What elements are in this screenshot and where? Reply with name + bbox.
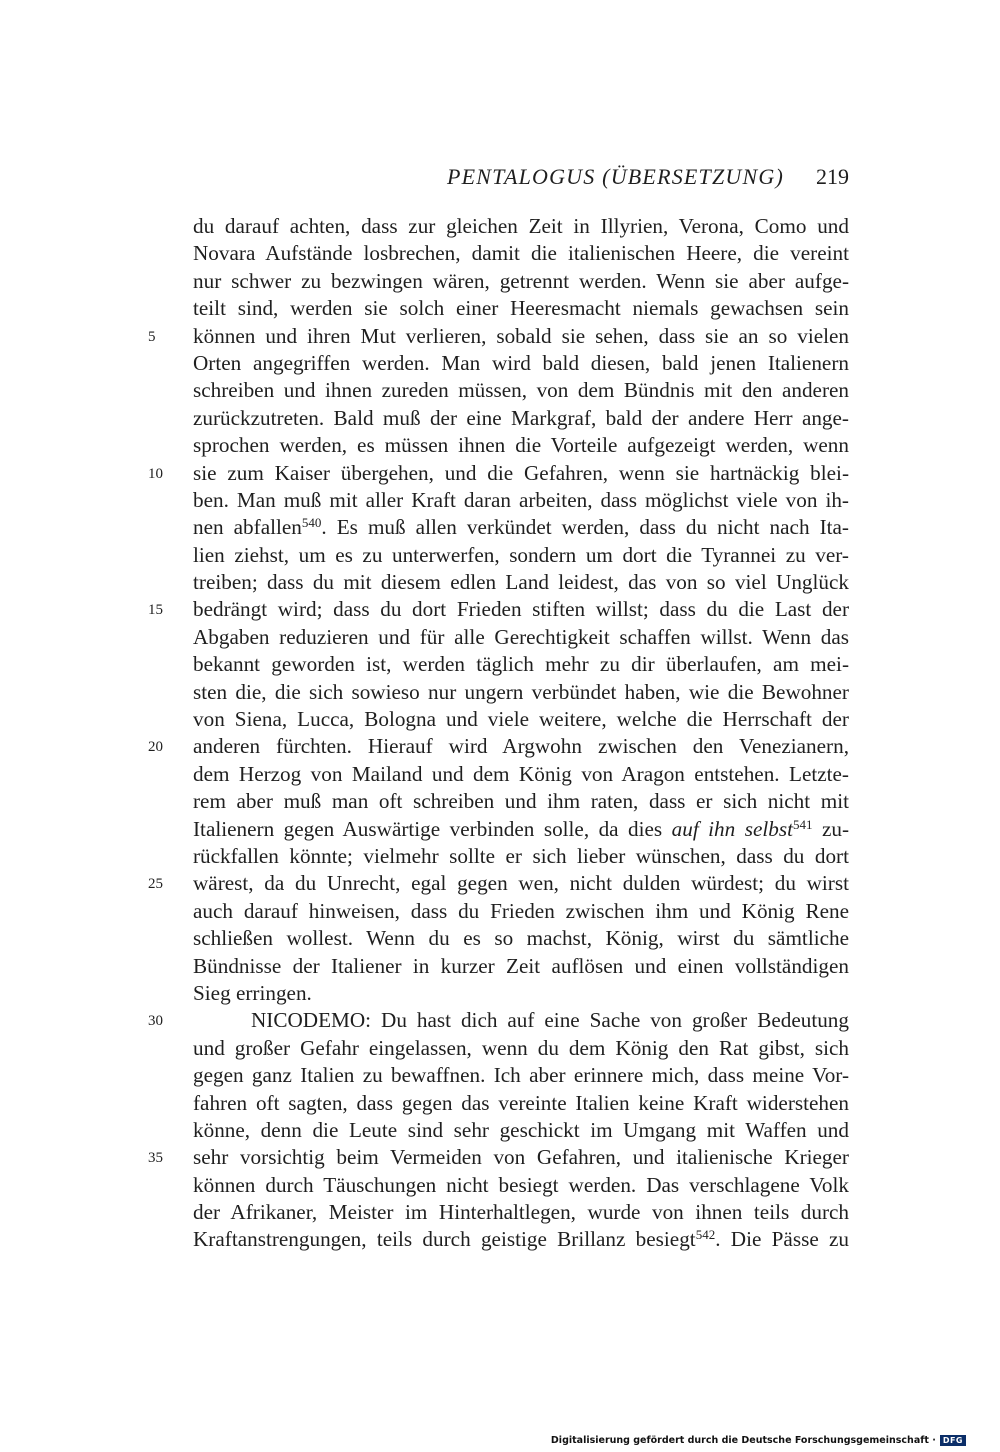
- line-number: 20: [148, 739, 163, 756]
- line-text: rem aber muß man oft schreiben und ihm raten, dass er sich nicht mit: [193, 789, 849, 814]
- line-text: Bündnisse der Italiener in kurzer Zeit auflösen und einen vollständigen: [193, 953, 849, 978]
- text-line: [148, 870, 849, 897]
- line-text: . Die Pässe zu: [715, 1227, 849, 1252]
- text-line: [193, 1035, 849, 1062]
- text-line: [193, 1090, 849, 1117]
- text-line: [193, 514, 849, 541]
- line-text: NICODEMO: Du hast dich auf eine Sache von großer Bedeutung: [251, 1008, 849, 1033]
- line-text: könne, denn die Leute sind sehr geschickt im Umgang mit Waffen und: [193, 1117, 849, 1142]
- line-number: 15: [148, 602, 163, 619]
- text-line: [193, 706, 849, 733]
- line-text: von Siena, Lucca, Bologna und viele weitere, welche die Herrschaft der: [193, 707, 849, 732]
- text-line: [193, 1199, 849, 1226]
- footnote-marker: 541: [792, 816, 813, 832]
- line-text: sten die, die sich sowieso nur ungern verbündet haben, wie die Bewohner: [193, 679, 849, 704]
- line-text: und großer Gefahr eingelassen, wenn du dem König den Rat gibst, sich: [193, 1035, 849, 1060]
- text-line: [193, 1062, 849, 1089]
- line-text: du darauf achten, dass zur gleichen Zeit in Illyrien, Verona, Como und: [193, 214, 849, 238]
- text-line: [148, 323, 849, 350]
- line-text: sie zum Kaiser übergehen, und die Gefahren, wenn sie hartnäckig blei-: [193, 460, 849, 485]
- text-line: [193, 377, 849, 404]
- text-line: [148, 596, 849, 623]
- line-text: Italienern gegen Auswärtige verbinden solle, da dies: [193, 816, 672, 841]
- line-text: können durch Täuschungen nicht besiegt werden. Das verschlagene Volk: [193, 1172, 849, 1197]
- line-number: 5: [148, 328, 156, 345]
- line-text: anderen fürchten. Hierauf wird Argwohn zwischen den Venezianern,: [193, 734, 849, 759]
- text-line: [193, 788, 849, 815]
- text-line: [193, 350, 849, 377]
- digitization-credit: [551, 1435, 966, 1446]
- text-line: [193, 432, 849, 459]
- line-number: 10: [148, 465, 163, 482]
- line-text: bedrängt wird; dass du dort Frieden stiften willst; dass du die Last der: [193, 597, 849, 622]
- line-text: Sieg erringen.: [193, 980, 312, 1005]
- footnote-marker: 540: [301, 515, 322, 531]
- line-text: wärest, da du Unrecht, egal gegen wen, nicht dulden würdest; du wirst: [193, 871, 849, 896]
- text-line: [193, 1226, 849, 1253]
- line-text: ben. Man muß mit aller Kraft daran arbeiten, dass möglichst viele von ih-: [193, 487, 849, 512]
- text-line: [148, 1007, 849, 1034]
- line-text: nur schwer zu bezwingen wären, getrennt werden. Wenn sie aber aufge-: [193, 268, 849, 293]
- line-text: schreiben und ihnen zureden müssen, von dem Bündnis mit den anderen: [193, 378, 849, 403]
- text-line: [193, 816, 849, 843]
- text-line: [193, 761, 849, 788]
- line-text: schließen wollest. Wenn du es so machst, König, wirst du sämtliche: [193, 926, 849, 951]
- line-text: Abgaben reduzieren und für alle Gerechtigkeit schaffen willst. Wenn das: [193, 624, 849, 649]
- running-head: PENTALOGUS (ÜBERSETZUNG): [446, 164, 784, 189]
- line-text: auch darauf hinweisen, dass du Frieden zwischen ihm und König Rene: [193, 898, 849, 923]
- text-line: [193, 268, 849, 295]
- line-text: lien ziehst, um es zu unterwerfen, sondern um dort die Tyrannei zu ver-: [193, 542, 849, 567]
- text-line: [193, 295, 849, 322]
- line-text: nen abfallen: [193, 515, 302, 540]
- text-line: [193, 542, 849, 569]
- text-line: [148, 1144, 849, 1171]
- text-line: [148, 733, 849, 760]
- line-text: Kraftanstrengungen, teils durch geistige Brillanz besiegt: [193, 1227, 696, 1252]
- page-number: 219: [816, 164, 849, 189]
- text-line: [193, 898, 849, 925]
- footnote-marker: 542: [695, 1227, 716, 1243]
- line-text: Novara Aufstände losbrechen, damit die italienischen Heere, die vereint: [193, 241, 849, 266]
- line-text: sprochen werden, es müssen ihnen die Vorteile aufgezeigt werden, wenn: [193, 433, 849, 458]
- line-text: bekannt geworden ist, werden täglich mehr zu dir überlaufen, am mei-: [193, 652, 849, 677]
- text-line: [148, 460, 849, 487]
- text-line: [193, 679, 849, 706]
- text-line: [193, 925, 849, 952]
- line-text: rückfallen könnte; vielmehr sollte er sich lieber wünschen, dass du dort: [193, 843, 849, 868]
- text-line: [193, 651, 849, 678]
- line-text: treiben; dass du mit diesem edlen Land leidest, das von so viel Unglück: [193, 570, 849, 595]
- line-text: sehr vorsichtig beim Vermeiden von Gefahren, und italienische Krieger: [193, 1145, 849, 1170]
- line-number: 25: [148, 876, 163, 893]
- text-line: [193, 405, 849, 432]
- text-line: [193, 953, 849, 980]
- line-text: gegen ganz Italien zu bewaffnen. Ich aber erinnere mich, dass meine Vor-: [193, 1063, 849, 1088]
- body-text: [148, 213, 849, 1254]
- credit-text: Digitalisierung gefördert durch die Deutsche Forschungsgemeinschaft ·: [550, 1435, 936, 1446]
- text-line: [193, 1172, 849, 1199]
- text-line: [193, 624, 849, 651]
- line-text: Orten angegriffen werden. Man wird bald diesen, bald jenen Italienern: [193, 350, 849, 375]
- text-line: [193, 843, 849, 870]
- text-line: [193, 487, 849, 514]
- dfg-logo: DFG: [940, 1435, 966, 1446]
- line-text: fahren oft sagten, dass gegen das vereinte Italien keine Kraft widerstehen: [193, 1090, 849, 1115]
- line-number: 30: [148, 1013, 163, 1030]
- text-line: [193, 213, 849, 240]
- emphasized-text: auf ihn selbst: [671, 816, 793, 841]
- line-text: . Es muß allen verkündet werden, dass du nicht nach Ita-: [321, 515, 849, 540]
- line-text: können und ihren Mut verlieren, sobald sie sehen, dass sie an so vielen: [193, 323, 849, 348]
- line-number: 35: [148, 1150, 163, 1167]
- text-line: [193, 240, 849, 267]
- line-text: der Afrikaner, Meister im Hinterhaltlegen, wurde von ihnen teils durch: [193, 1200, 849, 1225]
- text-line: [193, 1117, 849, 1144]
- line-text: zu-: [812, 816, 849, 841]
- line-text: dem Herzog von Mailand und dem König von Aragon entstehen. Letzte-: [193, 761, 849, 786]
- text-line: [193, 569, 849, 596]
- text-line: [193, 980, 849, 1007]
- line-text: teilt sind, werden sie solch einer Heeresmacht niemals gewachsen sein: [193, 296, 849, 321]
- line-text: zurückzutreten. Bald muß der eine Markgraf, bald der andere Herr ange-: [193, 405, 849, 430]
